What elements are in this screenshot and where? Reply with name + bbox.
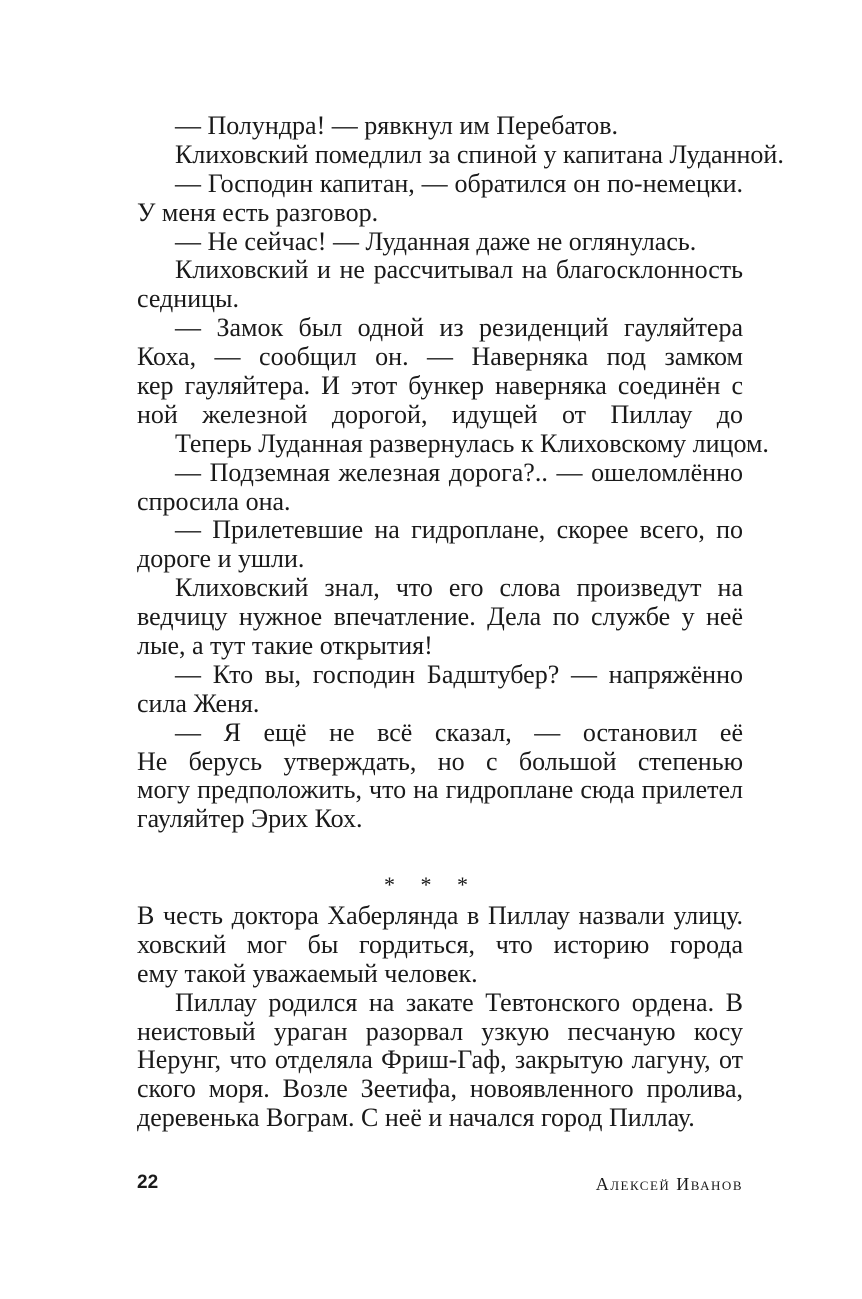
text-line: — Полундра! — рявкнул им Перебатов. bbox=[175, 111, 618, 140]
running-footer-author: Алексей Иванов bbox=[595, 1174, 743, 1194]
text-block-bottom bbox=[137, 902, 743, 1133]
text-line: лые, а тут такие открытия! bbox=[137, 631, 433, 661]
text-line: Пиллау родился на закате Тевтонского ордена. В bbox=[175, 988, 743, 1017]
text-line: Нерунг, что отделяла Фриш-Гаф, закрытую лагуну, от bbox=[137, 1046, 743, 1075]
text-line: — Прилетевшие на гидроплане, скорее всего, по bbox=[175, 516, 743, 545]
text-line: Клиховский помедлил за спиной у капитана Луданной. bbox=[175, 139, 784, 169]
text-line: — Подземная железная дорога?.. — ошеломлённо bbox=[175, 458, 743, 487]
text-line: сила Женя. bbox=[137, 688, 260, 718]
text-line: ховский мог бы гордиться, что историю города bbox=[137, 930, 743, 959]
text-line: ной железной дорогой, идущей от Пиллау до bbox=[137, 400, 743, 429]
text-line: спросила она. bbox=[137, 486, 291, 516]
text-line: гауляйтер Эрих Кох. bbox=[137, 804, 363, 834]
text-line: Клиховский и не рассчитывал на благосклонность bbox=[175, 256, 743, 285]
text-line: — Не сейчас! — Луданная даже не оглянулась. bbox=[175, 226, 697, 256]
section-separator: * * * bbox=[384, 872, 478, 897]
text-line: могу предположить, что на гидроплане сюда прилетел bbox=[137, 776, 743, 805]
text-line: седницы. bbox=[137, 284, 239, 314]
text-line: У меня есть разговор. bbox=[137, 197, 379, 227]
text-line: Клиховский знал, что его слова произведут на bbox=[175, 574, 743, 603]
text-line: ского моря. Возле Зеетифа, новоявленного пролива, bbox=[137, 1075, 743, 1104]
text-line: Не берусь утверждать, но с большой степенью bbox=[137, 747, 743, 776]
text-line: кер гауляйтера. И этот бункер наверняка соединён с bbox=[137, 372, 743, 401]
text-line: — Замок был одной из резиденций гауляйтера bbox=[175, 314, 743, 343]
text-block-top bbox=[137, 111, 784, 834]
text-line: Коха, — сообщил он. — Наверняка под замком bbox=[137, 343, 743, 372]
text-line: Теперь Луданная развернулась к Клиховскому лицом. bbox=[175, 428, 769, 458]
page-number: 22 bbox=[137, 1172, 159, 1193]
text-line: неистовый ураган разорвал узкую песчаную косу bbox=[137, 1017, 743, 1046]
text-line: В честь доктора Хаберлянда в Пиллау назвали улицу. bbox=[137, 902, 743, 930]
text-line: деревенька Вограм. С неё и начался город Пиллау. bbox=[137, 1103, 695, 1133]
text-line: — Кто вы, господин Бадштубер? — напряжённо bbox=[175, 660, 743, 689]
text-line: — Я ещё не всё сказал, — остановил её bbox=[175, 718, 743, 747]
text-line: дороге и ушли. bbox=[137, 544, 305, 574]
text-line: ему такой уважаемый человек. bbox=[137, 958, 478, 988]
text-line: ведчицу нужное впечатление. Дела по службе у неё bbox=[137, 603, 743, 632]
text-line: — Господин капитан, — обратился он по-немецки. bbox=[175, 169, 743, 198]
